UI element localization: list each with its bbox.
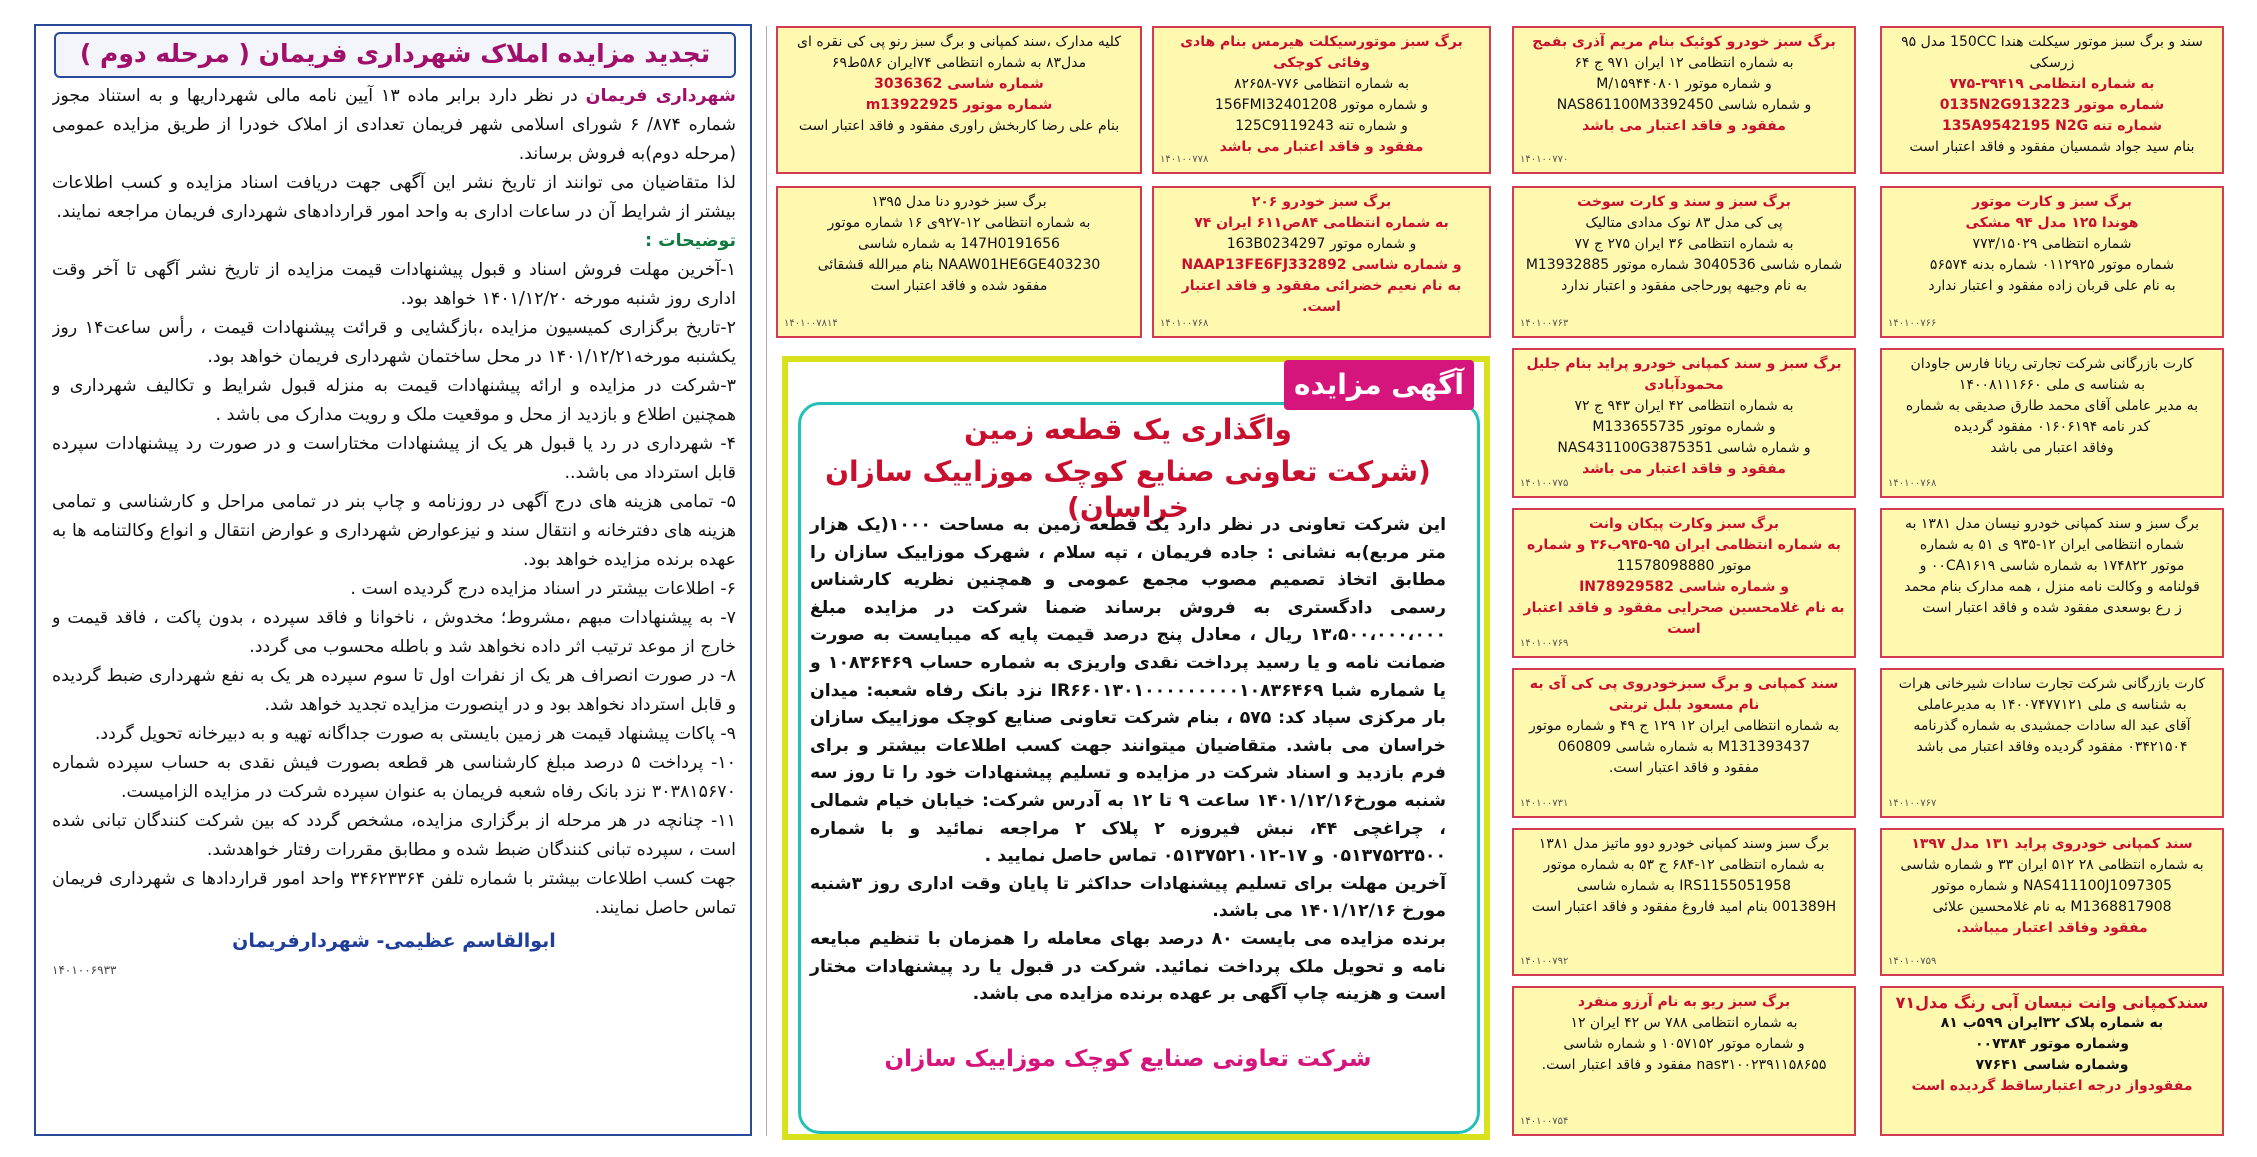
lost-document-ad: [1512, 828, 1856, 976]
ad-code: ۱۴۰۱۰۰۷۷۰: [1520, 154, 1569, 165]
ad-title: برگ سبز خودرو ۲۰۶: [1251, 194, 1392, 210]
ad-line: M1368817908 به نام غلامحسین علائی: [1932, 899, 2172, 915]
ad-line: قولنامه و وکالت نامه منزل ، همه مدارک بنام محمد: [1904, 579, 2200, 595]
ad-line: برگ سبز وسند کمپانی خودرو دوو ماتیز مدل ۱۳۸۱: [1538, 836, 1830, 852]
ad-line: و شماره شاسی NAS861100M3392450: [1556, 97, 1812, 113]
lost-document-ad: [1880, 986, 2224, 1136]
ad-line: وفاقد اعتبار می باشد: [1990, 440, 2114, 456]
ad-line: برگ سبز خودرو دنا مدل ۱۳۹۵: [871, 194, 1047, 210]
ad-status: مفقود وفاقد اعتبار میباشد.: [1956, 920, 2148, 936]
auction-winner-terms: برنده مزایده می بایست ۸۰ درصد بهای معامله را همزمان با تنظیم مبایعه نامه و تحویل ملک پرداخت نمائید. شرکت در قبول یا رد پیشنهادات مختار است و هزینه چاپ آگهی بر عهده برنده مزایده می باشد.: [810, 928, 1446, 1005]
land-auction-ad: [782, 356, 1490, 1140]
ad-line: به شماره انتظامی ۱۲-۹۲۷ی ۱۶ شماره موتور: [827, 215, 1091, 231]
ad-line: آقای عبد اله سادات جمشیدی به شماره گذرنامه: [1913, 718, 2191, 734]
column-divider: [766, 26, 767, 1136]
ad-code: ۱۴۰۱۰۰۷۹۲: [1520, 956, 1569, 967]
lost-document-ad: [1152, 26, 1491, 174]
ad-line: شماره شاسی 3036362: [874, 76, 1044, 92]
ad-line: به شماره انتظامی ۱۲-۶۸۴ ج ۵۳ به شماره موتور: [1543, 857, 1825, 873]
ad-line: به شماره انتظامی ۷۸۸ س ۴۲ ایران ۱۲: [1570, 1015, 1798, 1031]
ad-line: سند و برگ سبز موتور سیکلت هندا 150CC مدل ۹۵ زرسکی: [1901, 34, 2203, 71]
ad-line: شماره موتور ۰۱۱۲۹۲۵ شماره بدنه ۵۶۵۷۴: [1929, 257, 2175, 273]
ad-code: ۱۴۰۱۰۰۷۶۸: [1160, 318, 1209, 329]
ad-line: وشماره موتور ۰۰۷۳۸۴: [1974, 1036, 2129, 1052]
ad-line: به شماره انتظامی ۳۹۴۱۹-۷۷۵: [1949, 76, 2155, 92]
ad-line: و شماره موتور M/۱۵۹۴۴۰۸۰۱: [1596, 76, 1772, 92]
ad-status: به نام نعیم خضرائی مفقود و فاقد اعتبار است.: [1181, 278, 1462, 315]
ad-line: 001389H بنام امید فاروغ مفقود و فاقد اعتبار است: [1531, 899, 1837, 915]
ad-line: به شماره انتظامی ۲۸ ۵۱۲ ایران ۳۳ و شماره شاسی: [1900, 857, 2204, 873]
ad-line: ز رع بوسعدی مفقود شده و فاقد اعتبار است: [1922, 600, 2182, 616]
auction-deadline: آخرین مهلت برای تسلیم پیشنهادات حداکثر تا پایان وقت اداری روز ۳شنبه مورخ ۱۴۰۱/۱۲/۱۶ می باشد.: [810, 873, 1446, 922]
ad-code: ۱۴۰۱۰۰۷۵۹: [1888, 956, 1937, 967]
notice-item: ۲-تاریخ برگزاری کمیسیون مزایده ،بازگشایی و قرائت پیشنهادات قیمت ، رأس ساعت۱۴ روز یکشنبه مورخه۱۴۰۱/۱۲/۲۱ در محل ساختمان شهرداری فریمان خواهد بود.: [52, 318, 736, 367]
ad-line: به شماره انتظامی ایران ۱۲ ۱۲۹ ج ۴۹ و شماره موتور: [1529, 718, 1839, 734]
notice-item: ۱۰- پرداخت ۵ درصد مبلغ کارشناسی هر قطعه بصورت فیش نقدی به حساب سپرده شماره ۳۰۳۸۱۵۶۷۰ نزد بانک رفاه شعبه فریمان به عنوان سپرده شرکت در مزایده الزامیست.: [52, 753, 736, 802]
ad-line: مفقود شده و فاقد اعتبار است: [870, 278, 1048, 294]
ad-title: برگ سبز و کارت موتور: [1972, 194, 2132, 210]
ad-line: برگ سبز و سند کمپانی خودرو نیسان مدل ۱۳۸۱ به: [1904, 516, 2200, 532]
ad-line: به شماره انتظامی ۴۲ ایران ۹۴۳ ج ۷۲: [1574, 398, 1794, 414]
auction-subtitle: (شرکت تعاونی صنایع کوچک موزاییک سازان خراسان): [825, 455, 1431, 524]
ad-title: سندکمپانی وانت نیسان آبی رنگ مدل۷۱: [1895, 993, 2209, 1012]
lost-document-ad: [1880, 348, 2224, 498]
ad-line: و شماره تنه 125C9119243: [1235, 118, 1408, 134]
municipality-auction-notice: [34, 24, 752, 1136]
ad-line: شماره موتور m13922925: [865, 97, 1053, 113]
ad-line: NAS411100J1097305 و شماره موتور: [1932, 878, 2172, 894]
ad-line: بنام سید جواد شمسیان مفقود و فاقد اعتبار است: [1909, 139, 2195, 155]
ad-code: ۱۴۰۱۰۰۷۶۶: [1888, 318, 1937, 329]
ad-status: مفقود و فاقد اعتبار می باشد: [1582, 118, 1786, 134]
ad-title: برگ سبز و سند و کارت سوخت: [1577, 194, 1791, 210]
ad-line: nas۳۱۰۰۲۳۹۱۱۵۸۶۵۵ مفقود و فاقد اعتبار است.: [1541, 1057, 1827, 1073]
ad-line: و شماره موتور 156FMI32401208: [1214, 97, 1429, 113]
ad-title: برگ سبز خودرو کوئیک بنام مریم آذری بفمج: [1532, 34, 1836, 50]
auction-footer: شرکت تعاونی صنایع کوچک موزاییک سازان: [884, 1046, 1372, 1072]
ad-line: M131393437 به شماره شاسی 060809: [1557, 739, 1811, 755]
lost-document-ad: [1512, 508, 1856, 658]
notice-item: ۳-شرکت در مزایده و ارائه پیشنهادات قیمت به منزله قبول شرایط و تکالیف شهرداری و همچنین اطلاع و بازدید از محل و موقعیت ملک و رویت مدارک می باشد .: [52, 376, 736, 425]
lost-document-ad: [1152, 186, 1491, 338]
ad-line: شماره شاسی 3040536 شماره موتور M13932885: [1525, 257, 1843, 273]
lost-document-ad: [1512, 26, 1856, 174]
ad-line: شماره انتظامی ۷۷۳/۱۵۰۲۹: [1972, 236, 2132, 252]
notes-heading: توضیحات :: [645, 231, 736, 251]
ad-title: سند کمپانی و برگ سبزخودروی پی کی آی به نام مسعود بلبل تربتی: [1529, 676, 1839, 713]
notice-contact: جهت کسب اطلاعات بیشتر با شماره تلفن ۳۴۶۲۳۳۶۴ واحد امور قراردادها ی شهرداری فریمان تماس حاصل نمایند.: [52, 869, 736, 918]
lost-document-ad: [776, 186, 1142, 338]
ad-line: شماره انتظامی ایران ۱۲-۹۳۵ ی ۵۱ به شماره: [1919, 537, 2185, 553]
notice-item: ۱-آخرین مهلت فروش اسناد و قبول پیشنهادات قیمت مزایده از تاریخ نشر آگهی تا آخر وقت اداری روز شنبه مورخه ۱۴۰۱/۱۲/۲۰ خواهد بود.: [52, 260, 736, 309]
ad-line: و شماره شاسی NAS431100G3875351: [1557, 440, 1811, 456]
lost-document-ad: [1512, 186, 1856, 338]
ad-line: مفقود و فاقد اعتبار است.: [1608, 760, 1760, 776]
ad-title: برگ سبز وکارت پیکان وانت: [1588, 516, 1780, 532]
ad-line: کارت بازرگانی شرکت تجارت سادات شیرخانی هرات: [1898, 676, 2206, 692]
ad-code: ۱۴۰۱۰۰۷۶۸: [1888, 478, 1937, 489]
ad-line: وشماره شاسی ۷۷۶۴۱: [1975, 1057, 2129, 1073]
ad-code: ۱۴۰۱۰۰۷۶۳: [1520, 318, 1569, 329]
lost-document-ad: [1880, 186, 2224, 338]
ad-line: 147H0191656 به شماره شاسی: [858, 236, 1060, 252]
ad-line: و شماره شاسی NAAP13FE6FJ332892: [1181, 257, 1462, 273]
ad-line: پی کی مدل ۸۳ نوک مدادی متالیک: [1585, 215, 1783, 231]
ad-line: به نام علی قربان زاده مفقود و اعتبار ندارد: [1928, 278, 2176, 294]
auction-main-text: این شرکت تعاونی در نظر دارد یک قطعه زمین به مساحت ۱۰۰۰(یک هزار متر مربع)به نشانی : جاده فریمان ، تپه سلام ، شهرک موزاییک سازان را مطابق اتخاذ تصمیم مصوب مجمع عمومی و همچنین نظریه کارشناس رسمی دادگستری به فروش برساند ضمنا شرکت در مزایده مبلغ ۱۳،۵۰۰،۰۰۰،۰۰۰ ریال ، معادل پنج درصد قیمت پایه که میبایست به صورت ضمانت نامه و یا رسید پرداخت نقدی واریزی به شماره حساب ۱۰۸۳۶۴۶۹ و یا شماره شبا IR۶۶۰۱۳۰۱۰۰۰۰۰۰۰۰۰۱۰۸۳۶۴۶۹ نزد بانک رفاه شعبه: میدان بار مرکزی سپاد کد: ۵۷۵ ، بنام شرکت تعاونی صنایع کوچک موزاییک سازان خراسان می باشد. متقاضیان میتوانند جهت کسب اطلاعات بیشتر و برای فرم بازدید و اسناد شرکت در مزایده و تسلیم پیشنهادات خود را تا روز سه شنبه مورخ۱۴۰۱/۱۲/۱۶ ساعت ۹ تا ۱۲ به آدرس شرکت: خیابان خیام شمالی ، چراغچی ۴۴، نبش فیروزه ۲ پلاک ۲ مراجعه نمائید و با شماره ۰۵۱۳۷۵۲۳۵۰۰ و ۱۷-۰۵۱۳۷۵۲۱۰۱۲ تماس حاصل نمایید .: [810, 515, 1447, 867]
lost-document-ad: [1880, 828, 2224, 976]
ad-line: شماره موتور 0135N2G913223: [1939, 97, 2165, 113]
notice-title: تجدید مزایده املاک شهرداری فریمان ( مرحله دوم ): [54, 32, 736, 78]
notice-code: ۱۴۰۱۰۰۶۹۳۳: [52, 963, 117, 977]
notice-item: ۷- به پیشنهادات مبهم ،مشروط؛ مخدوش ، ناخوانا و فاقد سپرده ، بدون پاکت ، فاقد قیمت و خارج از موعد ترتیب اثر داده نخواهد شد و باطله محسوب می گردد.: [52, 608, 736, 657]
notice-item: ۹- پاکات پیشنهاد قیمت هر زمین بایستی به صورت جداگانه تهیه و به دبیرخانه تحویل گردد.: [94, 724, 736, 744]
ad-code: ۱۴۰۱۰۰۷۶۹: [1520, 638, 1569, 649]
ad-line: IRS1155051958 به شماره شاسی: [1576, 878, 1792, 894]
notice-item: ۵- تمامی هزینه های درج آگهی در روزنامه و چاپ بنر در تمامی مراحل و کارشناسی و تمامی هزینه های دفترخانه و انتقال سند و نیزعوارض شهرداری و عوارض انتقال و انواع وکالتنامه ها به عهده برنده مزایده خواهد بود.: [52, 492, 736, 570]
ad-line: به شناسه ی ملی ۱۴۰۰۸۱۱۱۶۶۰: [1958, 377, 2146, 393]
notice-signature: ابوالقاسم عظیمی- شهردارفریمان: [232, 930, 556, 952]
notice-item: ۱۱- چنانچه در هر مرحله از برگزاری مزایده، مشخص گردد که بین شرکت کنندگان تبانی شده است ، سپرده تبانی کنندگان ضبط شده و مطابق مقررات رفتار خواهدشد.: [52, 811, 736, 860]
ad-line: به شماره انتظامی ۷۷۶-۸۲۶۵۸: [1233, 76, 1410, 92]
ad-line: به شماره انتظامی ۸۴ص۶۱۱ ایران ۷۴: [1194, 215, 1449, 231]
auction-body: [810, 512, 1446, 1009]
ad-line: به نام وجیهه پورحاجی مفقود و اعتبار ندارد: [1561, 278, 1807, 294]
ad-line: به شناسه ی ملی ۱۴۰۰۷۴۷۷۱۲۱ به مدیرعاملی: [1917, 697, 2187, 713]
notice-intro: [52, 82, 736, 169]
notice-body: [52, 82, 736, 1122]
ad-code: ۱۴۰۱۰۰۷۵۴: [1520, 1116, 1569, 1127]
ad-line: موتور 11578098880: [1616, 558, 1752, 574]
ad-status: مفقودواز درجه اعتبارساقط گردیده است: [1911, 1078, 2193, 1094]
ad-code: ۱۴۰۱۰۰۷۳۱: [1520, 798, 1569, 809]
ad-status: به نام غلامحسین صحرایی مفقود و فاقد اعتبار است: [1523, 600, 1845, 637]
ad-line: و شماره موتور 163B0234297: [1226, 236, 1417, 252]
auction-badge: آگهی مزایده: [1284, 360, 1474, 410]
ad-line: به مدیر عاملی آقای محمد طارق صدیقی به شماره: [1905, 398, 2199, 414]
ad-code: ۱۴۰۱۰۰۷۷۵: [1520, 478, 1569, 489]
notice-item: ۶- اطلاعات بیشتر در اسناد مزایده درج گردیده است .: [350, 579, 736, 599]
lost-document-ad: [1880, 668, 2224, 818]
ad-code: ۱۴۰۱۰۰۷۶۷: [1888, 798, 1937, 809]
ad-line: مدل۸۳ به شماره انتظامی ۷۴ایران ۵۸۶ط۶۹: [831, 55, 1087, 71]
ad-line: به شماره انتظامی ۳۶ ایران ۲۷۵ ج ۷۷: [1574, 236, 1794, 252]
intro-text: در نظر دارد برابر ماده ۱۳ آیین نامه مالی شهرداریها و به استناد مجوز شماره ۸۷۴/ ۶ شورای اسلامی شهر فریمان تعدادی از املاک خودرا از طریق مزایده عمومی (مرحله دوم)به فروش برساند.: [52, 86, 736, 164]
ad-code: ۱۴۰۱۰۰۷۷۸: [1160, 154, 1209, 165]
auction-title: واگذاری یک قطعه زمین: [964, 413, 1292, 446]
ad-status: مفقود و فاقد اعتبار می باشد: [1219, 139, 1424, 155]
ad-line: به شماره انتظامی ۱۲ ایران ۹۷۱ ج ۶۴: [1574, 55, 1794, 71]
lost-document-ad: [1512, 986, 1856, 1136]
ad-line: هوندا ۱۲۵ مدل ۹۴ مشکی: [1965, 215, 2139, 231]
ad-status: مفقود و فاقد اعتبار می باشد: [1582, 461, 1786, 477]
ad-title: برگ سبز ریو به نام آرزو منفرد: [1577, 994, 1791, 1010]
notice-intro-2: لذا متقاضیان می توانند از تاریخ نشر این آگهی جهت دریافت اسناد مزایده و کسب اطلاعات بیشتر از شرایط آن در ساعات اداری به واحد امور قراردادهای شهرداری فریمان مراجعه نمایند.: [52, 173, 736, 222]
ad-title: برگ سبز و سند کمپانی خودرو پراید بنام جلیل محمودآبادی: [1526, 356, 1842, 393]
ad-code: ۱۴۰۱۰۰۷۸۱۴: [784, 318, 838, 329]
lost-document-ad: [1512, 668, 1856, 818]
ad-line: و شماره موتور M133655735: [1592, 419, 1776, 435]
ad-line: و شماره شاسی IN78929582: [1579, 579, 1789, 595]
ad-line: و شماره موتور ۱۰۵۷۱۵۲ و شماره شاسی: [1563, 1036, 1805, 1052]
lost-document-ad: [1880, 508, 2224, 658]
ad-line: NAAW01HE6GE403230 بنام میرالله قشقائی: [817, 257, 1101, 273]
notice-item: ۴- شهرداری در رد یا قبول هر یک از پیشنهادات مختاراست و در صورت رد پیشنهادات سپرده قابل استرداد می باشد..: [52, 434, 736, 483]
ad-line: کدر نامه ۰۱۶۰۶۱۹۴ مفقود گردیده: [1953, 419, 2151, 435]
ad-line: شماره تنه 135A9542195 N2G: [1941, 118, 2163, 134]
ad-line: به شماره پلاک ۳۲ایران ۵۹۹ب ۸۱: [1940, 1015, 2164, 1031]
ad-line: ۰۳۴۲۱۵۰۴ مفقود گردیده وفاقد اعتبار می باشد: [1916, 739, 2188, 755]
ad-title: سند کمپانی خودروی پراید ۱۳۱ مدل ۱۳۹۷: [1911, 836, 2193, 852]
ad-line: موتور ۱۷۴۸۲۲ به شماره شاسی ۰۰CA۱۶۱۹ و: [1919, 558, 2185, 574]
ad-line: کارت بازرگانی شرکت تجارتی ریانا فارس جاودان: [1910, 356, 2194, 372]
lost-document-ad: [1512, 348, 1856, 498]
ad-line: بنام علی رضا کاربخش راوری مفقود و فاقد اعتبار است: [798, 118, 1120, 134]
ad-title: برگ سبز موتورسیکلت هیرمس بنام هادی وفائی کوچکی: [1180, 34, 1463, 71]
ad-line: به شماره انتظامی ایران ۹۵-۹۴۵ب۳۶ و شماره: [1527, 537, 1841, 553]
lost-document-ad: [776, 26, 1142, 174]
ad-line: کلیه مدارک ،سند کمپانی و برگ سبز رنو پی کی نقره ای: [797, 34, 1121, 50]
lost-document-ad: [1880, 26, 2224, 174]
notice-item: ۸- در صورت انصراف هر یک از نفرات اول تا سوم سپرده هر یک به نفع شهرداری ضبط گردیده و قابل استرداد نخواهد بود و در اینصورت مزایده تجدید خواهد شد.: [52, 666, 736, 715]
intro-highlight: شهرداری فریمان: [585, 86, 736, 106]
